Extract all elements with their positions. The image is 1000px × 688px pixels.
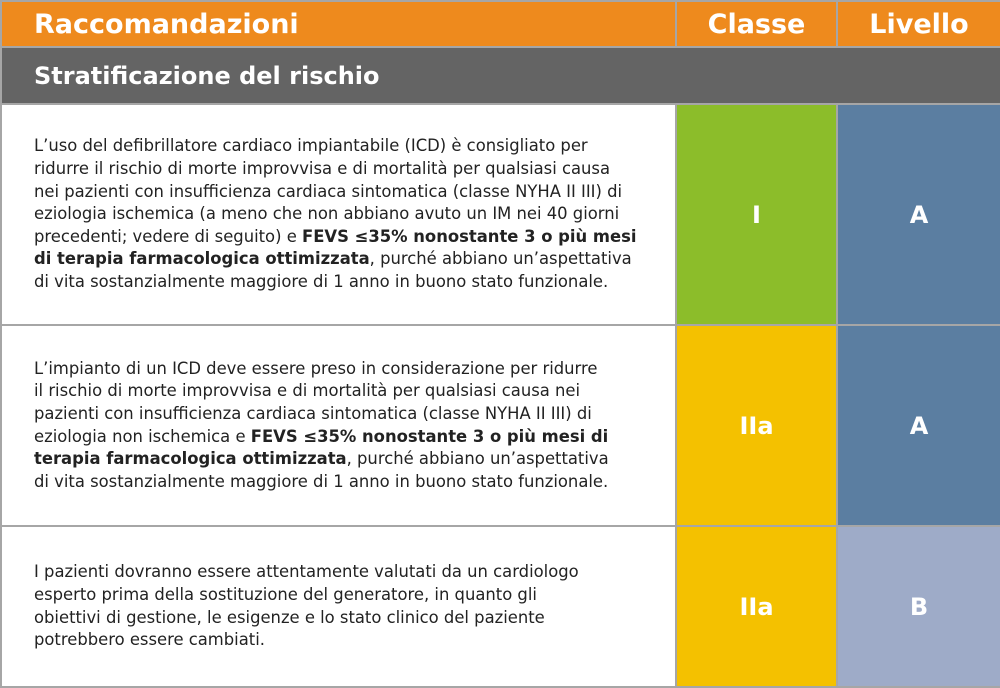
bold-text-segment: FEVS ≤35% nonostante 3 o più mesi di xyxy=(250,426,609,446)
text-line xyxy=(34,226,636,249)
text-segment: eziologia ischemica (a meno che non abbiano avuto un IM nei 40 giorni xyxy=(34,204,620,224)
header-level: Livello xyxy=(838,2,1000,46)
bold-text-segment: di terapia farmacologica ottimizzata xyxy=(34,249,370,269)
recommendation-paragraph xyxy=(34,135,636,293)
level-cell-1: A xyxy=(838,105,1000,324)
text-segment: , purché abbiano un’aspettativa xyxy=(369,249,632,269)
text-line xyxy=(34,358,609,381)
text-line xyxy=(34,181,636,204)
recommendation-text-1 xyxy=(2,105,675,324)
text-segment: eziologia non ischemica e xyxy=(34,426,251,446)
text-line xyxy=(34,380,609,403)
text-line xyxy=(34,271,636,294)
text-segment: ridurre il rischio di morte improvvisa e di mortalità per qualsiasi causa xyxy=(34,159,611,179)
section-title: Stratificazione del rischio xyxy=(2,48,1000,103)
text-segment: obiettivi di gestione, le esigenze e lo stato clinico del paziente xyxy=(34,607,545,627)
level-cell-2: A xyxy=(838,326,1000,525)
text-line xyxy=(34,448,609,471)
text-line xyxy=(34,158,636,181)
bold-text-segment: FEVS ≤35% nonostante 3 o più mesi xyxy=(302,226,637,246)
text-segment: L’impianto di un ICD deve essere preso in considerazione per ridurre xyxy=(34,358,598,378)
text-line xyxy=(34,403,609,426)
text-segment: di vita sostanzialmente maggiore di 1 anno in buono stato funzionale. xyxy=(34,271,609,291)
recommendation-text-2 xyxy=(2,326,675,525)
header-class: Classe xyxy=(677,2,836,46)
text-line xyxy=(34,248,636,271)
recommendation-paragraph xyxy=(34,561,579,651)
text-segment: L’uso del defibrillatore cardiaco impiantabile (ICD) è consigliato per xyxy=(34,136,588,156)
text-line xyxy=(34,426,609,449)
text-segment: nei pazienti con insufficienza cardiaca sintomatica (classe NYHA II III) di xyxy=(34,181,623,201)
text-line xyxy=(34,607,579,630)
text-line xyxy=(34,561,579,584)
text-line xyxy=(34,584,579,607)
recommendation-paragraph xyxy=(34,358,609,494)
recommendation-text-3 xyxy=(2,527,675,686)
header-recommendations: Raccomandazioni xyxy=(2,2,675,46)
text-line xyxy=(34,471,609,494)
class-cell-1: I xyxy=(677,105,836,324)
text-line xyxy=(34,629,579,652)
text-segment: I pazienti dovranno essere attentamente valutati da un cardiologo xyxy=(34,562,579,582)
class-cell-3: IIa xyxy=(677,527,836,686)
text-segment: il rischio di morte improvvisa e di mortalità per qualsiasi causa nei xyxy=(34,381,581,401)
text-segment: , purché abbiano un’aspettativa xyxy=(346,449,609,469)
text-line xyxy=(34,135,636,158)
text-segment: potrebbero essere cambiati. xyxy=(34,630,265,650)
text-segment: precedenti; vedere di seguito) e xyxy=(34,226,302,246)
level-cell-3: B xyxy=(838,527,1000,686)
bold-text-segment: terapia farmacologica ottimizzata xyxy=(34,449,347,469)
text-line xyxy=(34,203,636,226)
text-segment: di vita sostanzialmente maggiore di 1 anno in buono stato funzionale. xyxy=(34,471,609,491)
text-segment: pazienti con insufficienza cardiaca sintomatica (classe NYHA II III) di xyxy=(34,403,592,423)
text-segment: esperto prima della sostituzione del generatore, in quanto gli xyxy=(34,584,537,604)
class-cell-2: IIa xyxy=(677,326,836,525)
